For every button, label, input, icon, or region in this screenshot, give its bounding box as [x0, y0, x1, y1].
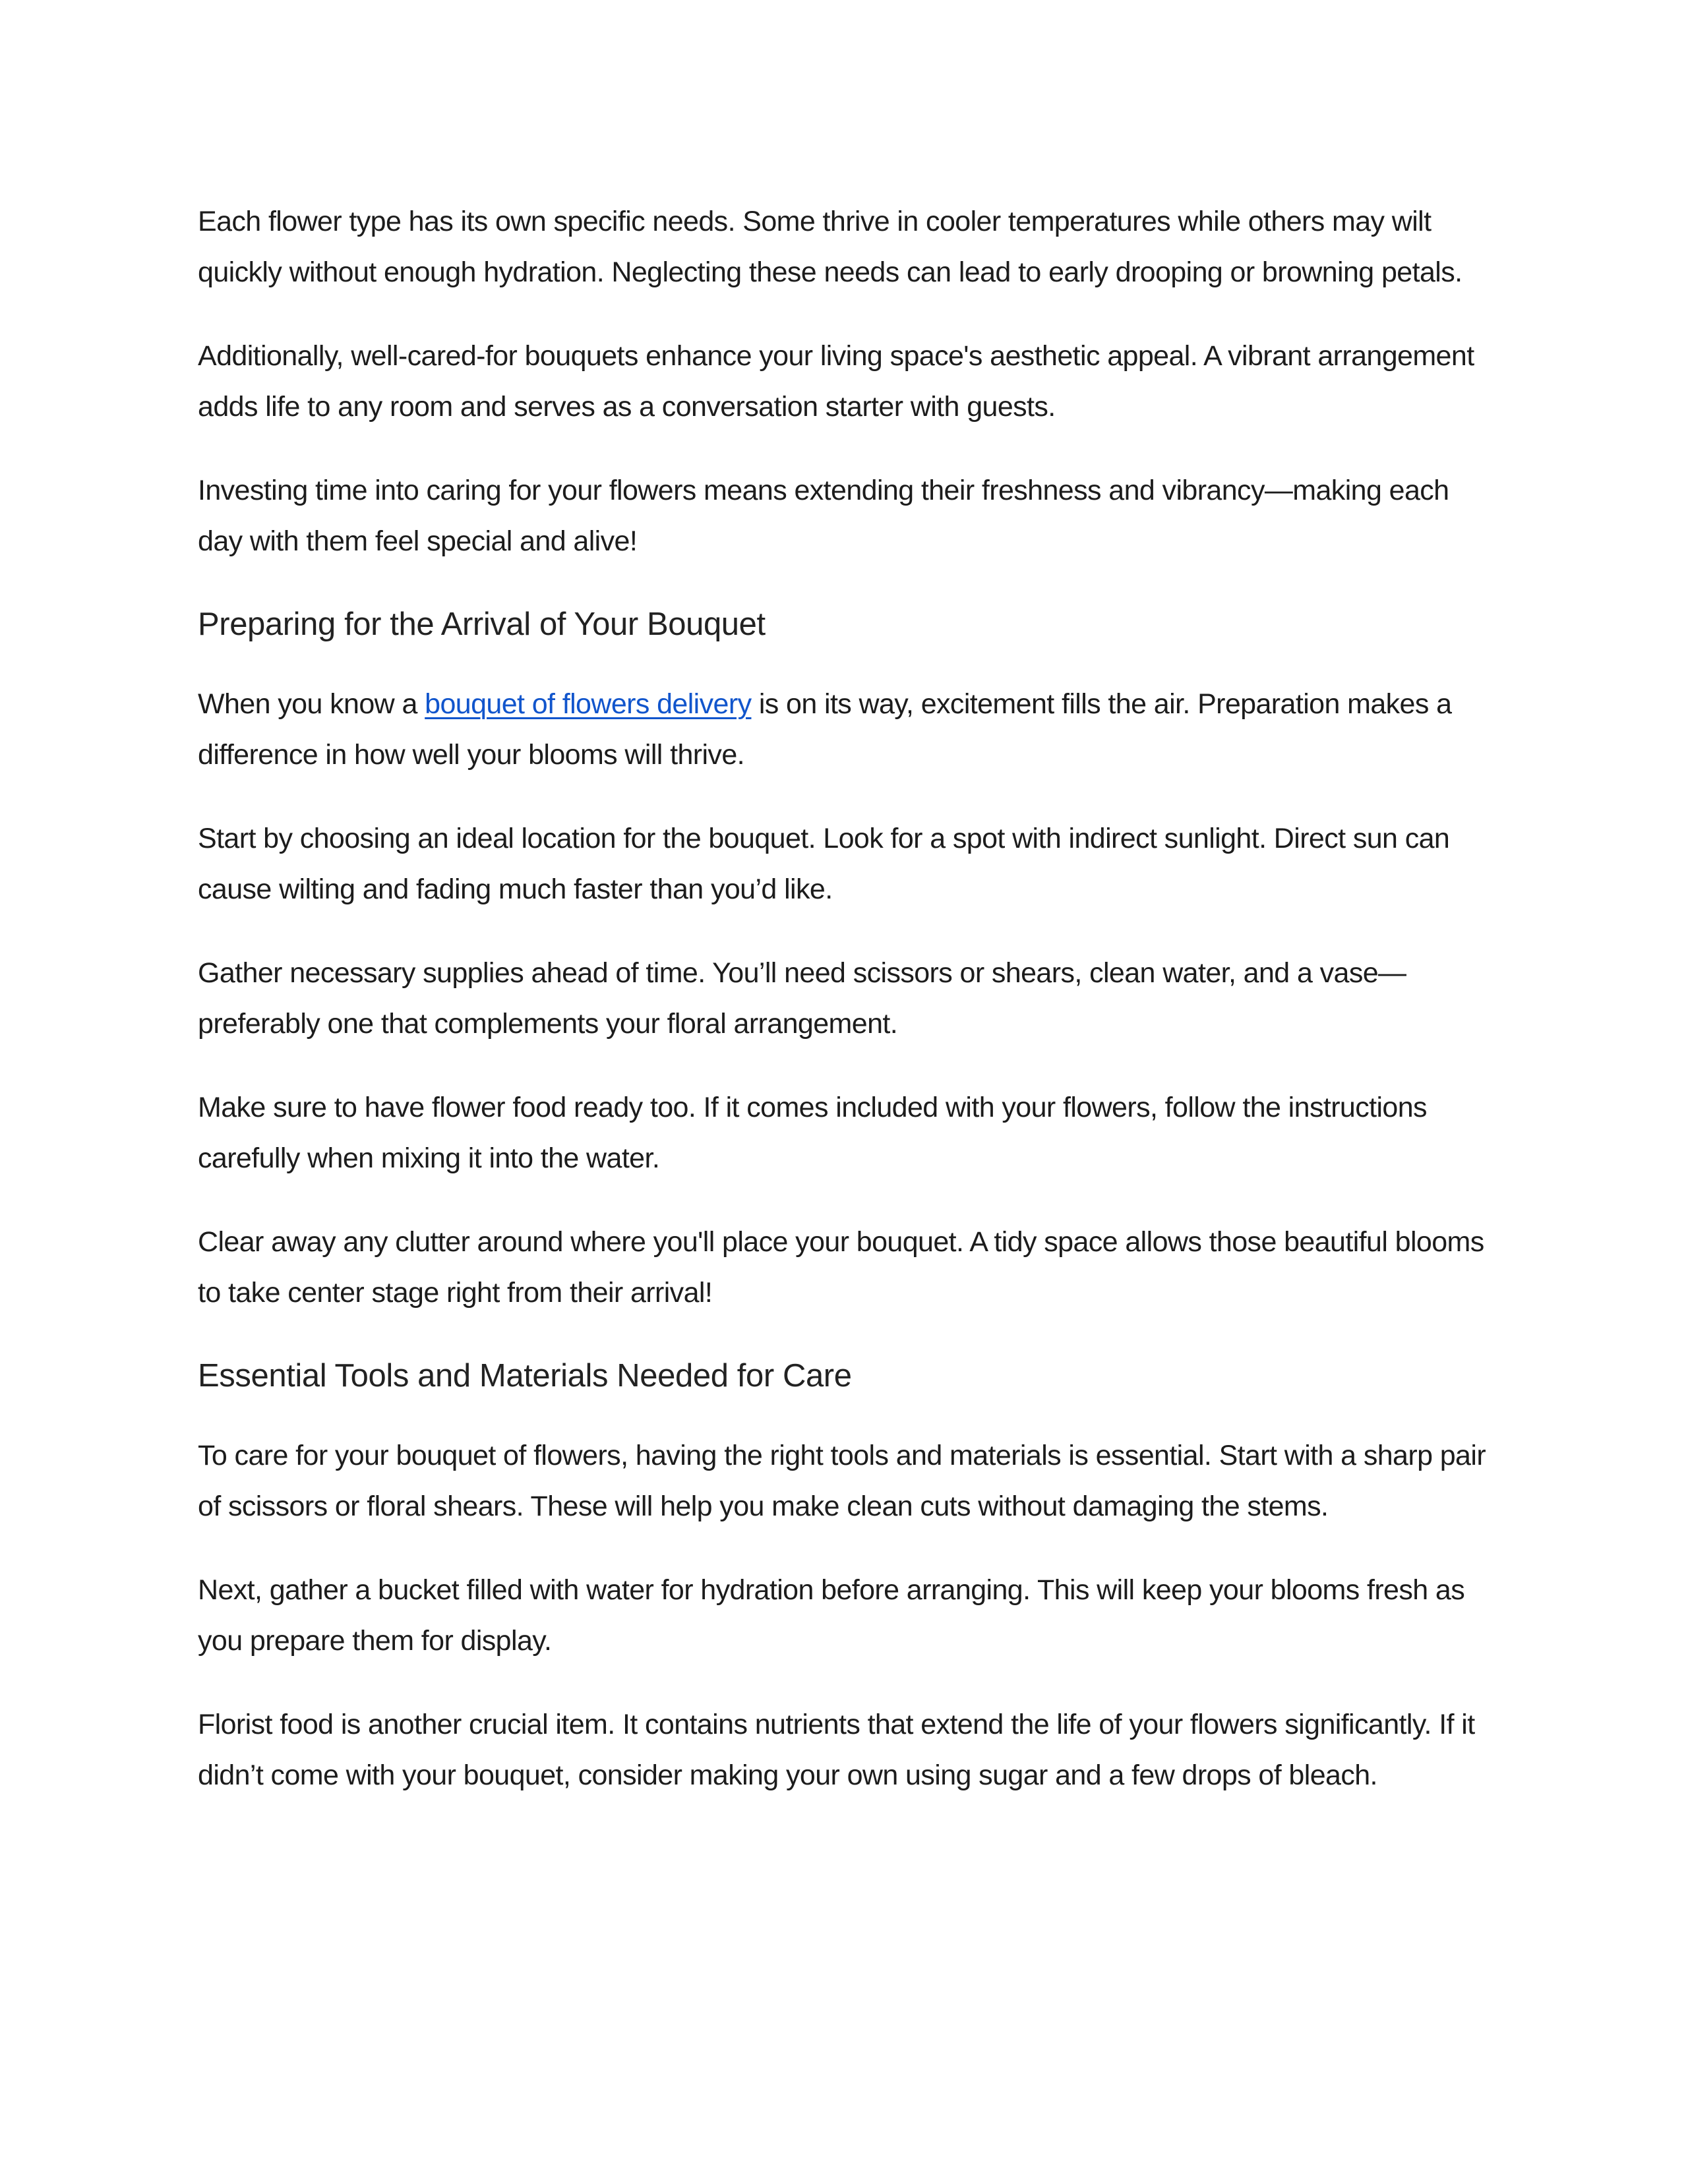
paragraph-delivery	[198, 679, 1490, 781]
section-heading-tools: Essential Tools and Materials Needed for Care	[198, 1358, 852, 1394]
article-body	[198, 196, 1490, 1834]
bouquet-delivery-link[interactable]: bouquet of flowers delivery	[425, 688, 752, 720]
paragraph-investing-time: Investing time into caring for your flowers means extending their freshness and vibrancy—making each day with them feel special and alive!	[198, 475, 1449, 557]
paragraph-tools-intro: To care for your bouquet of flowers, having the right tools and materials is essential. Start with a sharp pair of scissors or floral shears. These will help you make clean cuts without damaging the stems.	[198, 1440, 1486, 1522]
section-heading-preparing: Preparing for the Arrival of Your Bouquet	[198, 606, 766, 642]
paragraph-flower-needs: Each flower type has its own specific needs. Some thrive in cooler temperatures while others may wilt quickly without enough hydration. Neglecting these needs can lead to early drooping or browning petals.	[198, 206, 1462, 288]
paragraph-flower-food: Make sure to have flower food ready too. If it comes included with your flowers, follow the instructions carefully when mixing it into the water.	[198, 1092, 1427, 1174]
paragraph-clear-clutter: Clear away any clutter around where you'll place your bouquet. A tidy space allows those beautiful blooms to take center stage right from their arrival!	[198, 1226, 1484, 1309]
paragraph-delivery-text-after: is on its way, excitement fills the air. Preparation makes a difference in how well your blooms will thrive.	[198, 688, 1452, 771]
paragraph-location: Start by choosing an ideal location for the bouquet. Look for a spot with indirect sunlight. Direct sun can cause wilting and fading much faster than you’d like.	[198, 823, 1450, 905]
paragraph-supplies: Gather necessary supplies ahead of time. You’ll need scissors or shears, clean water, and a vase—preferably one that complements your floral arrangement.	[198, 957, 1406, 1040]
paragraph-aesthetic-appeal: Additionally, well-cared-for bouquets enhance your living space's aesthetic appeal. A vibrant arrangement adds life to any room and serves as a conversation starter with guests.	[198, 340, 1474, 423]
paragraph-bucket: Next, gather a bucket filled with water for hydration before arranging. This will keep your blooms fresh as you prepare them for display.	[198, 1574, 1465, 1657]
paragraph-florist-food: Florist food is another crucial item. It contains nutrients that extend the life of your flowers significantly. If it didn’t come with your bouquet, consider making your own using sugar and a few drops of bleach.	[198, 1709, 1475, 1791]
paragraph-delivery-text-before: When you know a	[198, 688, 425, 720]
